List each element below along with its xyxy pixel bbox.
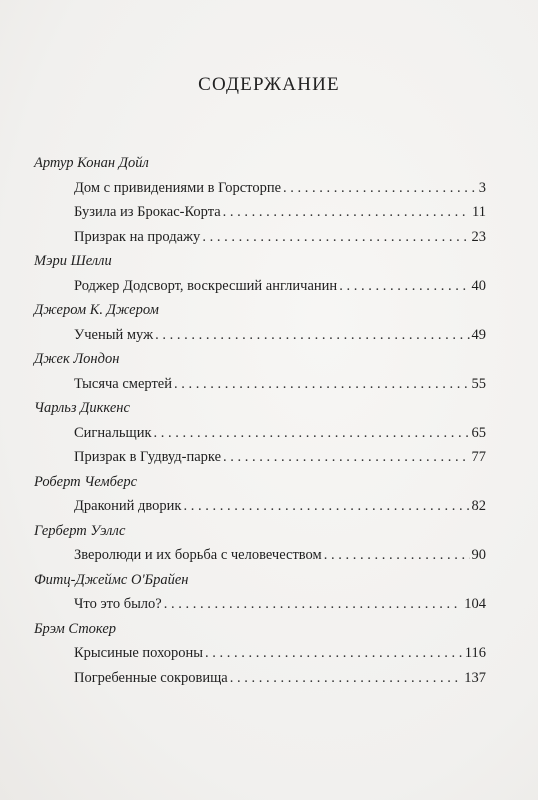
story-title: Зверолюди и их борьба с человечеством [74,547,322,563]
page-number: 104 [464,596,486,612]
toc-entry [74,276,486,301]
story-title: Драконий дворик [74,498,182,514]
dot-leader [339,276,469,296]
author-name: Джек Лондон [34,351,120,367]
dot-leader [230,668,463,688]
author-name: Фитц-Джеймс О'Брайен [34,571,189,588]
dot-leader [223,447,469,467]
toc-entry [74,227,486,252]
toc-entry [74,545,486,570]
dot-leader [205,643,463,663]
page-number: 137 [464,669,486,686]
author-name: Роберт Чемберс [34,473,138,490]
page-number: 3 [478,179,486,196]
page-number: 90 [471,547,486,563]
author-name: Чарльз Диккенс [34,400,130,416]
page-title: СОДЕРЖАНИЕ [198,74,340,95]
story-title: Дом с привидениями в Горсторпе [74,179,282,196]
story-title: Бузила из Брокас-Корта [74,204,221,220]
dot-leader [202,227,469,247]
page-number: 49 [471,326,486,343]
dot-leader [154,423,470,443]
author-name: Герберт Уэллс [34,522,126,539]
page-number: 77 [471,449,486,465]
toc-entry [74,594,486,619]
toc-entry [74,496,486,521]
story-title: Тысяча смертей [74,375,172,392]
dot-leader [183,496,469,516]
toc-entry [74,178,486,203]
toc-entry [74,374,486,399]
story-title: Роджер Додсворт, воскресший англичанин [74,277,338,294]
author-name: Джером К. Джером [34,302,159,318]
author-name: Артур Конан Дойл [34,155,149,171]
dot-leader [324,545,470,565]
toc-entry [74,447,486,472]
dot-leader [164,594,463,614]
story-title: Что это было? [74,596,162,612]
page-number: 82 [471,498,486,514]
toc-entry [74,668,486,693]
story-title: Призрак на продажу [74,228,201,245]
story-title: Сигнальщик [74,424,152,441]
page-number: 55 [471,375,486,392]
dot-leader [223,202,470,222]
toc-entry [74,643,486,668]
toc-entry [74,202,486,227]
story-title: Погребенные сокровища [74,669,228,686]
story-title: Ученый муж [74,326,154,343]
page-number: 23 [471,228,486,245]
dot-leader [174,374,470,394]
author-name: Мэри Шелли [34,253,112,269]
page-number: 65 [471,424,486,441]
dot-leader [283,178,477,198]
table-of-contents [34,153,486,692]
page-number: 40 [471,277,486,294]
page-number: 116 [464,645,486,661]
story-title: Призрак в Гудвуд-парке [74,449,222,465]
page-number: 11 [472,204,486,220]
story-title: Крысиные похороны [74,645,204,661]
author-name: Брэм Стокер [34,620,117,637]
toc-entry [74,325,486,350]
toc-entry [74,423,486,448]
dot-leader [155,325,469,345]
